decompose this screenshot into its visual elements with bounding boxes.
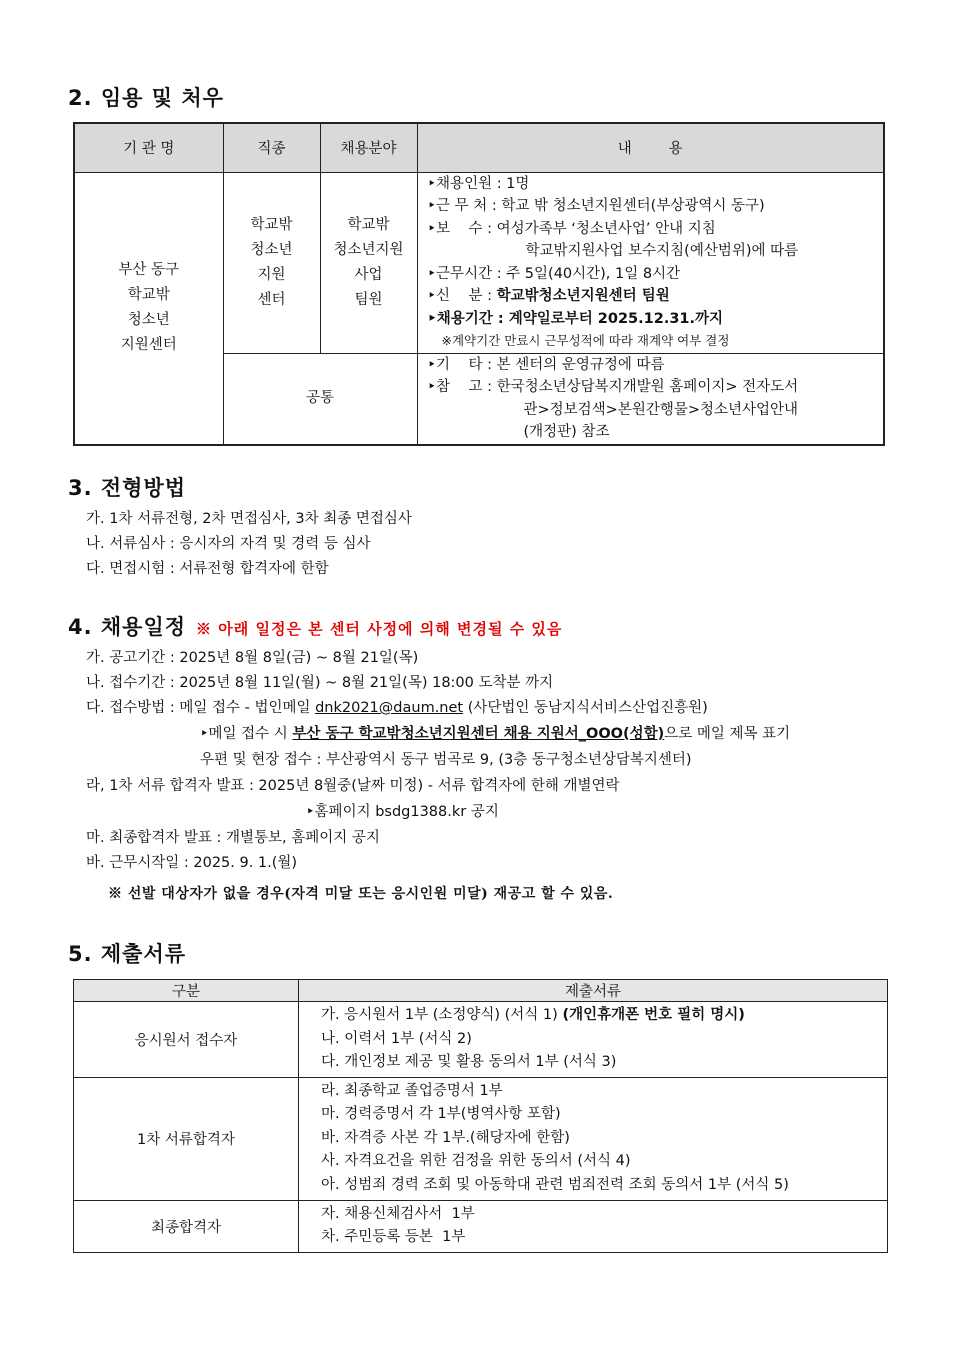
org-line: 청소년 (127, 312, 170, 328)
doc-item: 아. 성범죄 경력 조회 및 아동학대 관련 범죄전력 조회 동의서 1부 (서식 5) (321, 1176, 789, 1193)
content-line: (개정판) 참조 (523, 424, 610, 440)
table-row (74, 1200, 888, 1252)
job-line: 학교밖 (250, 216, 293, 233)
content-line: ‣참 고 : 한국청소년상담복지개발원 홈페이지> 전자도서 (427, 379, 799, 395)
documents-cell (299, 1077, 888, 1200)
field-line: 청소년지원 (333, 241, 404, 258)
sec4-line (86, 696, 708, 717)
text: 다. 접수방법 : 메일 접수 - 법인메일 (86, 700, 316, 716)
documents-table (73, 979, 888, 1253)
org-line: 지원센터 (120, 337, 177, 353)
doc-item: 바. 자격증 사본 각 1부.(해당자에 한함) (321, 1129, 570, 1146)
sec4-line: 바. 근무시작일 : 2025. 9. 1.(월) (86, 855, 298, 871)
doc-item-bold: (개인휴개폰 번호 필히 명시) (562, 1007, 745, 1023)
sec4-line (200, 722, 790, 743)
header-content: 내 용 (417, 123, 884, 172)
field-line: 사업 (354, 266, 383, 283)
content-bold: 학교밖청소년지원센터 팀원 (496, 288, 670, 304)
text: (사단법인 동남지식서비스산업진흥원) (463, 700, 708, 716)
job-cell (223, 172, 320, 353)
section-3-title: 3. 전형방법 (68, 476, 187, 500)
common-content-cell (417, 353, 884, 445)
header-category: 구분 (74, 980, 299, 1002)
sec3-line: 가. 1차 서류전형, 2차 면접심사, 3차 최종 면접심사 (86, 511, 412, 527)
sec4-line: 우편 및 현장 접수 : 부산광역시 동구 범곡로 9, (3층 동구청소년상담복지센터) (200, 752, 692, 768)
content-line (428, 285, 876, 308)
section-4-header (68, 611, 562, 641)
content-label: ‣신 분 : (427, 288, 497, 304)
text: ‣메일 접수 시 (200, 726, 293, 742)
common-cell: 공통 (223, 353, 417, 445)
doc-item: 라. 최종학교 졸업증명서 1부 (321, 1082, 503, 1099)
org-cell (74, 172, 223, 445)
content-line: ‣보 수 : 여성가족부 ‘청소년사업’ 안내 지침 (427, 220, 716, 237)
sec3-line: 나. 서류심사 : 응시자의 자격 및 경력 등 심사 (86, 536, 371, 552)
header-org: 기 관 명 (74, 123, 223, 172)
content-cell (417, 172, 884, 353)
text: 가. 응시원서 1부 (소정양식) (서식 1) (321, 1007, 563, 1023)
category-cell: 1차 서류합격자 (74, 1077, 299, 1200)
mail-subject-format: 부산 동구 학교밖청소년지원센터 채용 지원서_OOO(성함) (292, 726, 665, 742)
doc-item: 사. 자격요건을 위한 검정을 위한 동의서 (서식 4) (321, 1153, 631, 1170)
content-line: 학교밖지원사업 보수지침(예산범위)에 따름 (525, 243, 799, 259)
employment-table (73, 122, 885, 446)
field-line: 팀원 (354, 291, 383, 308)
re-announcement-note: ※ 선발 대상자가 없을 경우(자격 미달 또는 응시인원 미달) 재공고 할 수 있음. (108, 886, 614, 902)
content-line: 관>정보검색>본원간행물>청소년사업안내 (523, 401, 799, 418)
field-cell (320, 172, 417, 353)
sec4-line: 마. 최종합격자 발표 : 개별통보, 홈페이지 공지 (86, 830, 380, 846)
sec3-line: 다. 면접시험 : 서류전형 합격자에 한함 (86, 561, 329, 577)
documents-cell (299, 1200, 888, 1252)
job-line: 지원 (257, 266, 286, 283)
doc-item: 나. 이력서 1부 (서식 2) (321, 1030, 472, 1047)
org-line: 학교밖 (127, 287, 170, 303)
job-line: 청소년 (250, 241, 293, 258)
category-cell: 응시원서 접수자 (74, 1002, 299, 1078)
table-header-row (74, 123, 884, 172)
section-4-title: 4. 채용일정 (68, 615, 187, 639)
section-5-title: 5. 제출서류 (68, 942, 187, 966)
doc-item: 차. 주민등록 등본 1부 (321, 1229, 466, 1245)
category-cell: 최종합격자 (74, 1200, 299, 1252)
table-header-row (74, 980, 888, 1002)
doc-item (321, 1004, 877, 1028)
doc-item: 자. 채용신체검사서 1부 (321, 1205, 475, 1222)
field-line: 학교밖 (347, 216, 390, 233)
content-line: ‣근 무 처 : 학교 밖 청소년지원센터(부상광역시 동구) (427, 198, 765, 214)
org-line: 부산 동구 (118, 262, 180, 278)
content-note: ※계약기간 만료시 근무성적에 따라 재계약 여부 결정 (441, 333, 730, 348)
sec4-line: ‣홈페이지 bsdg1388.kr 공지 (306, 804, 499, 820)
header-job: 직종 (223, 123, 320, 172)
email-link[interactable]: dnk2021@daum.net (315, 700, 464, 716)
content-line: ‣채용인원 : 1명 (427, 175, 530, 192)
content-line: ‣근무시간 : 주 5일(40시간), 1일 8시간 (427, 265, 681, 282)
header-field: 채용분야 (320, 123, 417, 172)
sec4-line: 나. 접수기간 : 2025년 8월 11일(월) ~ 8월 21일(목) 18:00 도착분 까지 (86, 675, 554, 691)
sec4-line: 가. 공고기간 : 2025년 8월 8일(금) ~ 8월 21일(목) (86, 650, 419, 666)
documents-cell (299, 1002, 888, 1078)
section-2-title: 2. 임용 및 처우 (68, 86, 224, 110)
content-line: ‣기 타 : 본 센터의 운영규정에 따름 (427, 356, 665, 373)
content-bold: ‣채용기간 : 계약일로부터 2025.12.31.까지 (427, 310, 724, 327)
doc-item: 마. 경력증명서 각 1부(병역사항 포함) (321, 1106, 561, 1123)
content-line (428, 308, 876, 331)
doc-item: 다. 개인정보 제공 및 활용 동의서 1부 (서식 3) (321, 1054, 617, 1070)
job-line: 센터 (257, 291, 286, 308)
table-row (74, 172, 884, 353)
schedule-notice: ※ 아래 일정은 본 센터 사정에 의해 변경될 수 있음 (196, 620, 563, 638)
sec4-line: 라, 1차 서류 합격자 발표 : 2025년 8월중(날짜 미정) - 서류 합격자에 한해 개별연락 (86, 778, 620, 794)
text: 으로 메일 제목 표기 (664, 726, 791, 742)
header-documents: 제출서류 (299, 980, 888, 1002)
table-row (74, 1077, 888, 1200)
table-row (74, 1002, 888, 1078)
